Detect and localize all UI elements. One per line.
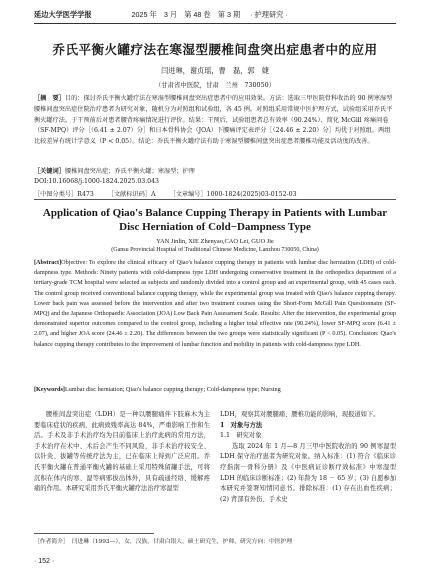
doi: DOI:10.16068/j.1000-1824.2025.03.043 <box>34 178 159 185</box>
document-code: ［文献标识码］A <box>107 191 156 198</box>
intro-paragraph: 腰椎间盘突出症（LDH）是一种以腰腿痛伴下肢麻木为主要临床症状的疾病，此病致残率高达 84%，严重影响工作和生活。手术及非手术治疗均为目前临床上治疗此病的常用方法，手术治疗在术中、术后会产生不同风险，非手术治疗较安全、以针灸、拔罐等传统疗法为主，已在临床上得到广泛应用。乔氏平衡火罐在普通平衡火罐的基础上采用特殊留罐手法，可将沉积在体内的寒、湿等病邪拔出体外，具有疏通经络、缓解疼痛的作用。本研究采用乔氏平衡火罐疗法治疗寒湿型 <box>34 411 210 493</box>
header-rule <box>34 23 396 24</box>
keywords-english <box>34 386 396 393</box>
title-english: Application of Qiao's Balance Cupping Therapy in Patients with Lumbar Disc Herniation of Cold−Dampness Type <box>42 207 388 233</box>
body-left-column <box>34 410 210 495</box>
page-number: · 152 · <box>34 558 55 565</box>
clc-number: ［中图分类号］R473 <box>34 191 94 198</box>
abstract-chinese-label: ［摘 要］ <box>34 95 65 102</box>
abstract-chinese <box>34 94 396 148</box>
issue-info: 2025 年 3 月 第 48 卷 第 3 期 <box>131 10 241 19</box>
classification-row <box>34 189 396 198</box>
keywords-english-text: Lumbar disc herniation; Qiao's balance cupping therapy; Cold-dampness type; Nursing <box>64 386 281 393</box>
title-chinese: 乔氏平衡火罐疗法在寒湿型腰椎间盘突出症患者中的应用 <box>52 42 378 57</box>
footnote-rule <box>34 533 154 534</box>
abstract-chinese-text: 目的：探讨乔氏平衡火罐疗法在寒湿型腰椎间盘突出症患者中的应用效果。方法：选取三甲医院骨科收治的 90 例寒湿型腰椎间盘突出症住院治疗患者为研究对象，随机分为对照组和试验组，各 45 例。对照组采用常规中医护理方式，试验组采用乔氏平衡火罐疗法。于干预前后对患者腰背疼痛情况进行评价。结果：干预后，试验组患者总有效率（90.24%）、简化 McGill 疼痛问卷（SF-MPQ）评分［（6.41 ± 2.07）分］和日本骨科协会（JOA）下腰痛评定表评分［（24.46 ± 2.20）分］均优于对照组，两组比较差异有统计学意义（P < 0.05）。结论：乔氏平衡火罐疗法有助于寒湿型腰椎间盘突出症患者腰椎功能及活动度的改善。 <box>34 95 393 146</box>
body-right-column <box>220 410 396 505</box>
section-label: · 护理研究 · <box>250 10 288 19</box>
article-id: ［文章编号］1000-1824(2025)03-0152-03 <box>169 191 297 198</box>
keywords-chinese-label: ［关键词］ <box>34 168 65 175</box>
subsection-heading: 1.1 研究对象 <box>220 432 262 440</box>
classification-rule <box>34 199 396 200</box>
authors-chinese: 闫进琳，谢贞瑶，曹 磊，郭 婕 <box>161 66 269 75</box>
author-footnote: ［作者简介］ 闫进琳（1993—），女，汉族，甘肃白银人，硕士研究生，护师，研究方向：中医护理 <box>34 539 293 545</box>
journal-name: 延边大学医学学报 <box>34 10 92 19</box>
affiliation-chinese: （甘肃省中医院，甘肃 兰州 730050） <box>154 81 276 89</box>
running-header <box>34 8 394 22</box>
abstract-english-text: Objective: To explore the clinical efficacy of Qiao's balance cupping therapy in patients with lumbar disc herniation (LDH) of cold-dampness type. Methods: Ninety patients with cold-dampness type LDH undergoing conservative treatment in the orthopedics department of a tertiary-grade TCM hospital were selected as subjects and randomly divided into a control group and an experimental group, with 45 cases each. The control group received conventional balance cupping therapy, while the experimental group was treated with Qiao's balance cupping therapy. Lower back pain was assessed before the intervention and after two treatment courses using the Short-Form McGill Pain Questionnaire (SF-MPQ) and the Japanese Orthopaedic Association (JOA) Low Back Pain Assessment Scale. Results: After the intervention, the experimental group demonstrated superior outcomes compared to the control group, including a higher total effective rate (90.24%), lower SF-MPQ score (6.41 ± 2.07), and higher JOA score (24.46 ± 2.20). The differences between the two groups were statistically significant (P < 0.05). Conclusion: Qiao's balance cupping therapy contributes to the improvement of lumbar function and mobility in patients with cold-dampness type LDH. <box>34 259 396 348</box>
abstract-english <box>34 258 396 350</box>
authors-english: YAN Jinlin, XIE Zhenyao,CAO Lei, GUO Jie <box>156 238 274 245</box>
abstract-english-label: [Abstract] <box>34 259 62 266</box>
subjects-paragraph: 选取 2024 年 1 月—8 月三甲中医院收治的 90 例寒湿型 LDH 保守治疗患者为研究对象。纳入标准：(1) 符合《临床诊疗指南－骨科分册》及《中医病证诊断疗效标准》中寒湿型 LDH 的临床诊断标准；(2) 年龄为 18 － 65 岁；(3) 自愿参加本研究并签署知情同意书。排除标准：(1) 存在出血性疾病；(2) 背部有外伤、手术史 <box>220 442 396 503</box>
keywords-chinese <box>34 166 396 175</box>
section-heading: 1 对象与方法 <box>220 421 263 429</box>
affiliation-english: (Gansu Provincial Hospital of Traditional Chinese Medicine, Lanzhou 730050, China) <box>111 247 319 253</box>
keywords-english-label: [Keywords] <box>34 386 65 393</box>
keywords-chinese-text: 腰椎间盘突出症；乔氏平衡火罐；寒湿型；护理 <box>64 168 195 175</box>
intro-paragraph-continued: LDH，观察其对腰腿痛、腰椎功能的影响，现报道如下。 <box>220 411 380 418</box>
